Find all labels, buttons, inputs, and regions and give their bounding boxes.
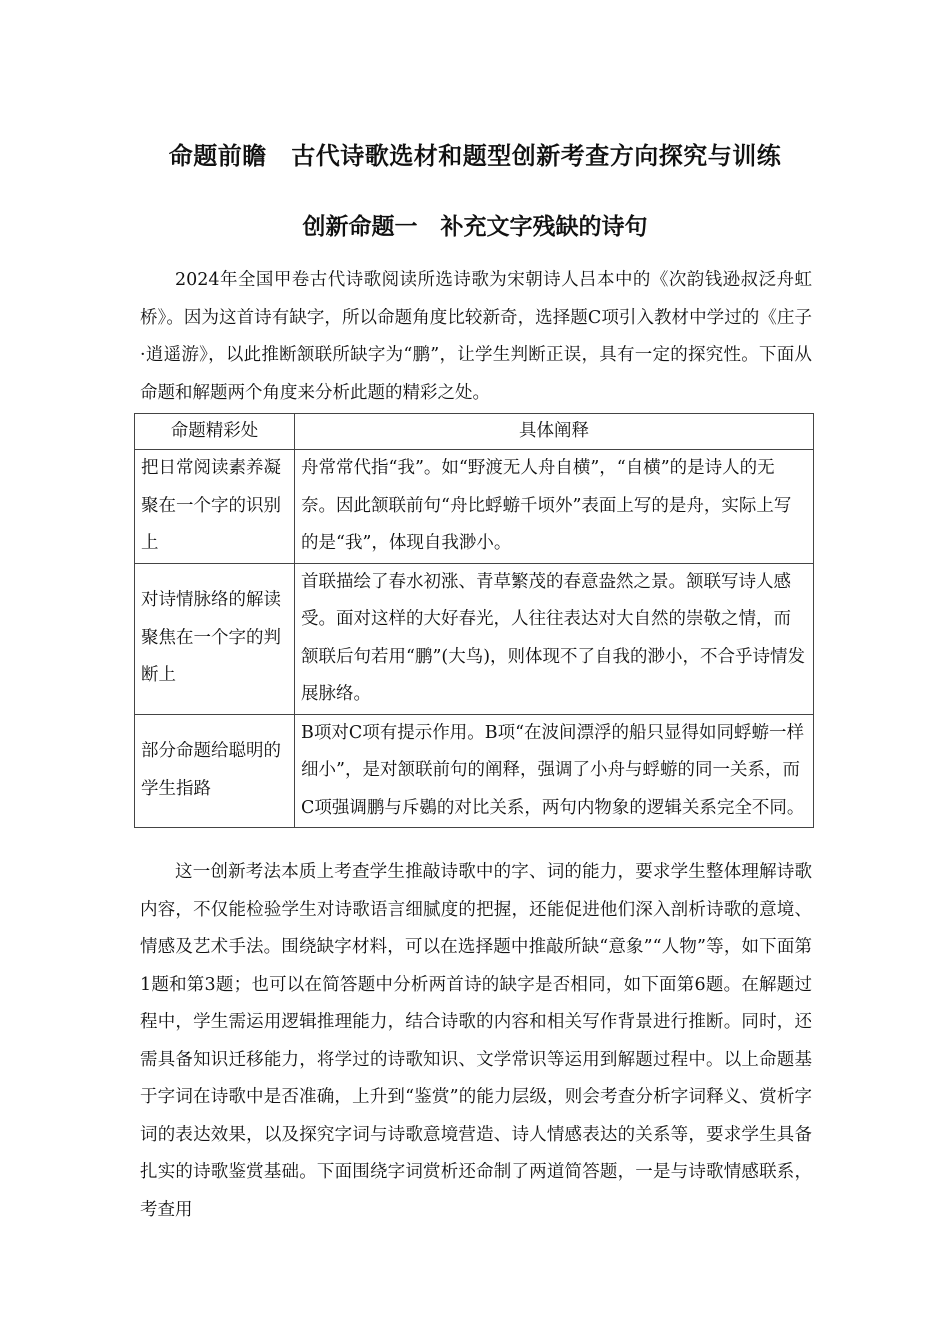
table-cell-point: 把日常阅读素养凝聚在一个字的识别上 <box>135 450 295 564</box>
table-row <box>135 563 814 714</box>
table-cell-detail: B项对C项有提示作用。B项“在波间漂浮的船只显得如同蜉蝣一样细小”，是对颔联前句的阐释，强调了小舟与蜉蝣的同一关系，而C项强调鹏与斥鷃的对比关系，两句内物象的逻辑关系完全不同。 <box>295 714 814 828</box>
table-header-row <box>135 414 814 450</box>
section-subtitle: 创新命题一 补充文字残缺的诗句 <box>302 213 648 240</box>
intro-paragraph: 2024年全国甲卷古代诗歌阅读所选诗歌为宋朝诗人吕本中的《次韵钱逊叔泛舟虹桥》。因为这首诗有缺字，所以命题角度比较新奇，选择题C项引入教材中学过的《庄子·逍遥游》，以此推断颔联所缺字为“鹏”，让学生判断正误，具有一定的探究性。下面从命题和解题两个角度来分析此题的精彩之处。 <box>140 270 812 403</box>
page-title: 命题前瞻 古代诗歌选材和题型创新考查方向探究与训练 <box>168 141 782 170</box>
table-row <box>135 714 814 828</box>
table-cell-detail: 舟常常代指“我”。如“野渡无人舟自横”，“自横”的是诗人的无奈。因此颔联前句“舟比蜉蝣千顷外”表面上写的是舟，实际上写的是“我”，体现自我渺小。 <box>295 450 814 564</box>
table-cell-detail: 首联描绘了春水初涨、青草繁茂的春意盎然之景。颔联写诗人感受。面对这样的大好春光，人往往表达对大自然的崇敬之情，而颔联后句若用“鹏”(大鸟)，则体现不了自我的渺小，不合乎诗情发展脉络。 <box>295 563 814 714</box>
body-paragraph: 这一创新考法本质上考查学生推敲诗歌中的字、词的能力，要求学生整体理解诗歌内容，不仅能检验学生对诗歌语言细腻度的把握，还能促进他们深入剖析诗歌的意境、情感及艺术手法。围绕缺字材料，可以在选择题中推敲所缺“意象”“人物”等，如下面第1题和第3题；也可以在简答题中分析两首诗的缺字是否相同，如下面第6题。在解题过程中，学生需运用逻辑推理能力，结合诗歌的内容和相关写作背景进行推断。同时，还需具备知识迁移能力，将学过的诗歌知识、文学常识等运用到解题过程中。以上命题基于字词在诗歌中是否准确，上升到“鉴赏”的能力层级，则会考查分析字词释义、赏析字词的表达效果，以及探究字词与诗歌意境营造、诗人情感表达的关系等，要求学生具备扎实的诗歌鉴赏基础。下面围绕字词赏析还命制了两道简答题，一是与诗歌情感联系，考查用 <box>140 862 812 1220</box>
table-header-detail: 具体阐释 <box>295 414 814 450</box>
analysis-table <box>134 413 814 828</box>
table-row <box>135 450 814 564</box>
table-cell-point: 对诗情脉络的解读聚焦在一个字的判断上 <box>135 563 295 714</box>
table-header-point: 命题精彩处 <box>135 414 295 450</box>
table-cell-point: 部分命题给聪明的学生指路 <box>135 714 295 828</box>
